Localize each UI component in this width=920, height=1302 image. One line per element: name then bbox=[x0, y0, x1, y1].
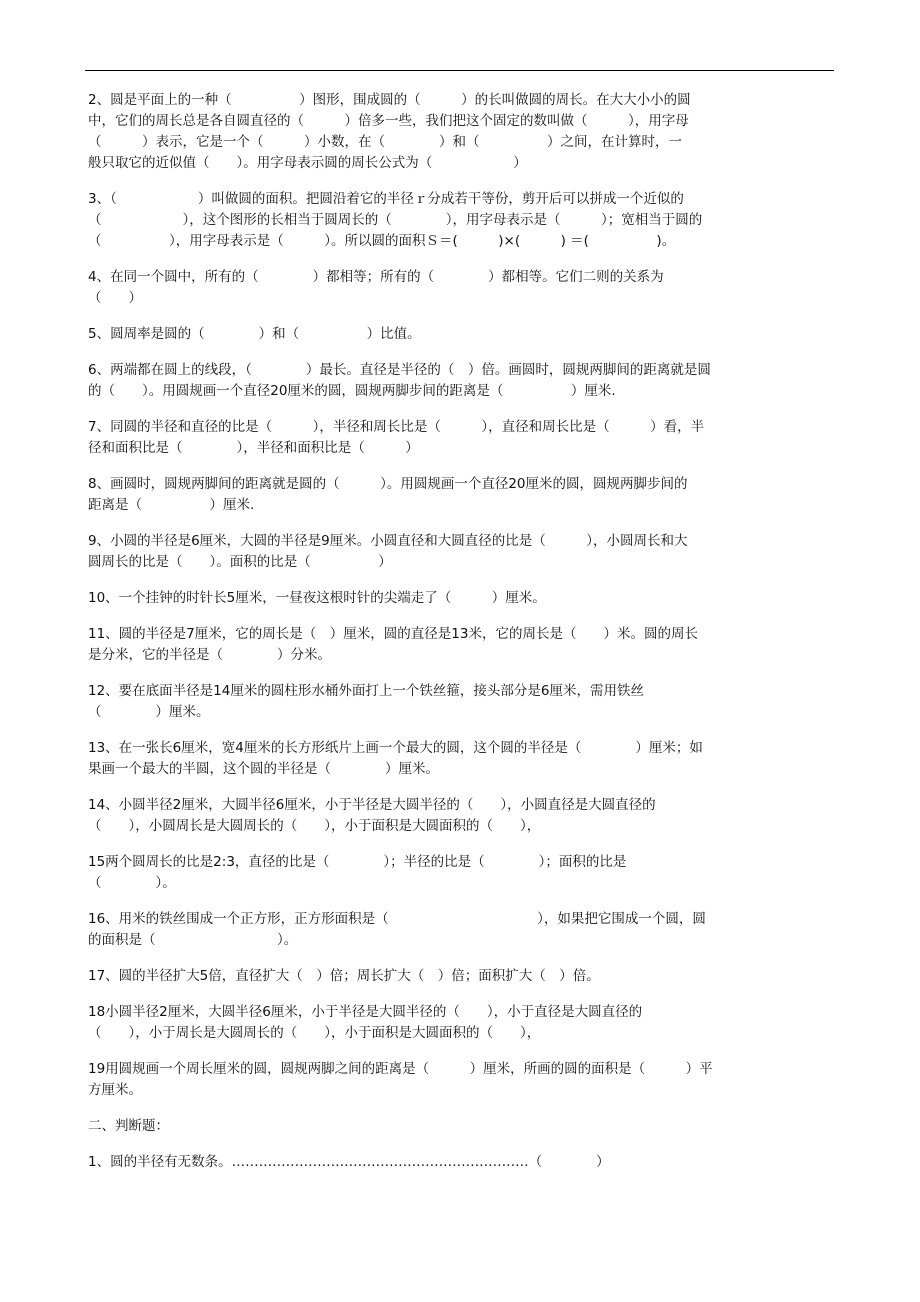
worksheet-body bbox=[88, 90, 828, 1188]
question-line: 9、小圆的半径是6厘米，大圆的半径是9厘米。小圆直径和大圆直径的比是（ ），小圆周长和大 bbox=[88, 533, 688, 549]
question-line: 17、圆的半径扩大5倍，直径扩大（ ）倍；周长扩大（ ）倍；面积扩大（ ）倍。 bbox=[88, 968, 600, 984]
question-item bbox=[88, 90, 828, 174]
question-item bbox=[88, 795, 828, 837]
question-item bbox=[88, 852, 828, 894]
question-item bbox=[88, 738, 828, 780]
question-line: 14、小圆半径2厘米，大圆半径6厘米，小于半径是大圆半径的（ ），小圆直径是大圆直径的 bbox=[88, 797, 656, 813]
question-line: 7、同圆的半径和直径的比是（ ），半径和周长比是（ ），直径和周长比是（ ）看，半 bbox=[88, 419, 705, 435]
question-item bbox=[88, 417, 828, 459]
question-line: 是分米，它的半径是（ ）分米。 bbox=[88, 647, 331, 663]
question-item bbox=[88, 624, 828, 666]
question-line: 距离是（ ）厘米. bbox=[88, 497, 255, 513]
question-line: （ ），小圆周长是大圆周长的（ ），小于面积是大圆面积的（ ）， bbox=[88, 818, 541, 834]
question-line: 18小圆半径2厘米，大圆半径6厘米，小于半径是大圆半径的（ ），小于直径是大圆直径的 bbox=[88, 1004, 643, 1020]
question-line: 方厘米。 bbox=[88, 1082, 142, 1098]
question-item bbox=[88, 1002, 828, 1044]
question-item bbox=[88, 474, 828, 516]
question-line: （ ） bbox=[88, 290, 142, 306]
question-line: 3、（ ）叫做圆的面积。把圆沿着它的半径ｒ分成若干等份，剪开后可以拼成一个近似的 bbox=[88, 191, 684, 207]
question-line: 4、在同一个圆中，所有的（ ）都相等；所有的（ ）都相等。它们二则的关系为 bbox=[88, 269, 664, 285]
question-line: （ ），用字母表示是（ ）。所以圆的面积Ｓ＝( )×( ) ＝( )。 bbox=[88, 233, 676, 249]
question-line: 19用圆规画一个周长厘米的圆，圆规两脚之间的距离是（ ）厘米，所画的圆的面积是（ ）平 bbox=[88, 1061, 713, 1077]
question-item bbox=[88, 531, 828, 573]
question-list bbox=[88, 90, 828, 1101]
question-line: 12、要在底面半径是14厘米的圆柱形水桶外面打上一个铁丝箍，接头部分是6厘米，需用铁丝 bbox=[88, 683, 644, 699]
question-item bbox=[88, 360, 828, 402]
question-item bbox=[88, 681, 828, 723]
header-rule bbox=[85, 70, 834, 71]
question-item bbox=[88, 324, 828, 345]
judgement-list bbox=[88, 1152, 828, 1173]
question-item bbox=[88, 1059, 828, 1101]
question-line: 15两个圆周长的比是2:3，直径的比是（ ）；半径的比是（ ）；面积的比是 bbox=[88, 854, 627, 870]
section-heading: 二、判断题： bbox=[88, 1118, 169, 1134]
question-item bbox=[88, 267, 828, 309]
question-line: 11、圆的半径是7厘米，它的周长是（ ）厘米，圆的直径是13米，它的周长是（ ）米。圆的周长 bbox=[88, 626, 698, 642]
question-line: （ ）表示，它是一个（ ）小数，在（ ）和（ ）之间，在计算时，一 bbox=[88, 134, 682, 150]
question-line: （ ）厘米。 bbox=[88, 704, 210, 720]
question-item bbox=[88, 966, 828, 987]
judgement-item bbox=[88, 1152, 828, 1173]
question-line: 6、两端都在圆上的线段，（ ）最长。直径是半径的（ ）倍。画圆时，圆规两脚间的距离就是圆 bbox=[88, 362, 711, 378]
question-line: （ ），小于周长是大圆周长的（ ），小于面积是大圆面积的（ ）， bbox=[88, 1025, 541, 1041]
question-item bbox=[88, 909, 828, 951]
question-line: 圆周长的比是（ ）。面积的比是（ ） bbox=[88, 554, 392, 570]
question-line: （ ），这个图形的长相当于圆周长的（ ），用字母表示是（ ）；宽相当于圆的 bbox=[88, 212, 703, 228]
question-line: 10、一个挂钟的时针长5厘米，一昼夜这根时针的尖端走了（ ）厘米。 bbox=[88, 590, 546, 606]
question-line: 径和面积比是（ ），半径和面积比是（ ） bbox=[88, 440, 419, 456]
question-line: 的面积是（ ）。 bbox=[88, 932, 298, 948]
question-line: （ ）。 bbox=[88, 875, 176, 891]
question-line: 8、画圆时，圆规两脚间的距离就是圆的（ ）。用圆规画一个直径20厘米的圆，圆规两脚步间的 bbox=[88, 476, 688, 492]
question-item bbox=[88, 189, 828, 252]
question-line: 16、用米的铁丝围成一个正方形，正方形面积是（ ），如果把它围成一个圆，圆 bbox=[88, 911, 706, 927]
question-line: 果画一个最大的半圆，这个圆的半径是（ ）厘米。 bbox=[88, 761, 439, 777]
question-line: 1、圆的半径有无数条。…………………………………………………………（ ） bbox=[88, 1154, 610, 1170]
question-line: 13、在一张长6厘米，宽4厘米的长方形纸片上画一个最大的圆，这个圆的半径是（ ）厘米；如 bbox=[88, 740, 703, 756]
question-line: 般只取它的近似值（ ）。用字母表示圆的周长公式为（ ） bbox=[88, 155, 527, 171]
question-line: 2、圆是平面上的一种（ ）图形，围成圆的（ ）的长叫做圆的周长。在大大小小的圆 bbox=[88, 92, 691, 108]
question-line: 的（ ）。用圆规画一个直径20厘米的圆，圆规两脚步间的距离是（ ）厘米. bbox=[88, 383, 616, 399]
question-item bbox=[88, 588, 828, 609]
question-line: 5、圆周率是圆的（ ）和（ ）比值。 bbox=[88, 326, 421, 342]
question-line: 中，它们的周长总是各自圆直径的（ ）倍多一些，我们把这个固定的数叫做（ ），用字母 bbox=[88, 113, 689, 129]
